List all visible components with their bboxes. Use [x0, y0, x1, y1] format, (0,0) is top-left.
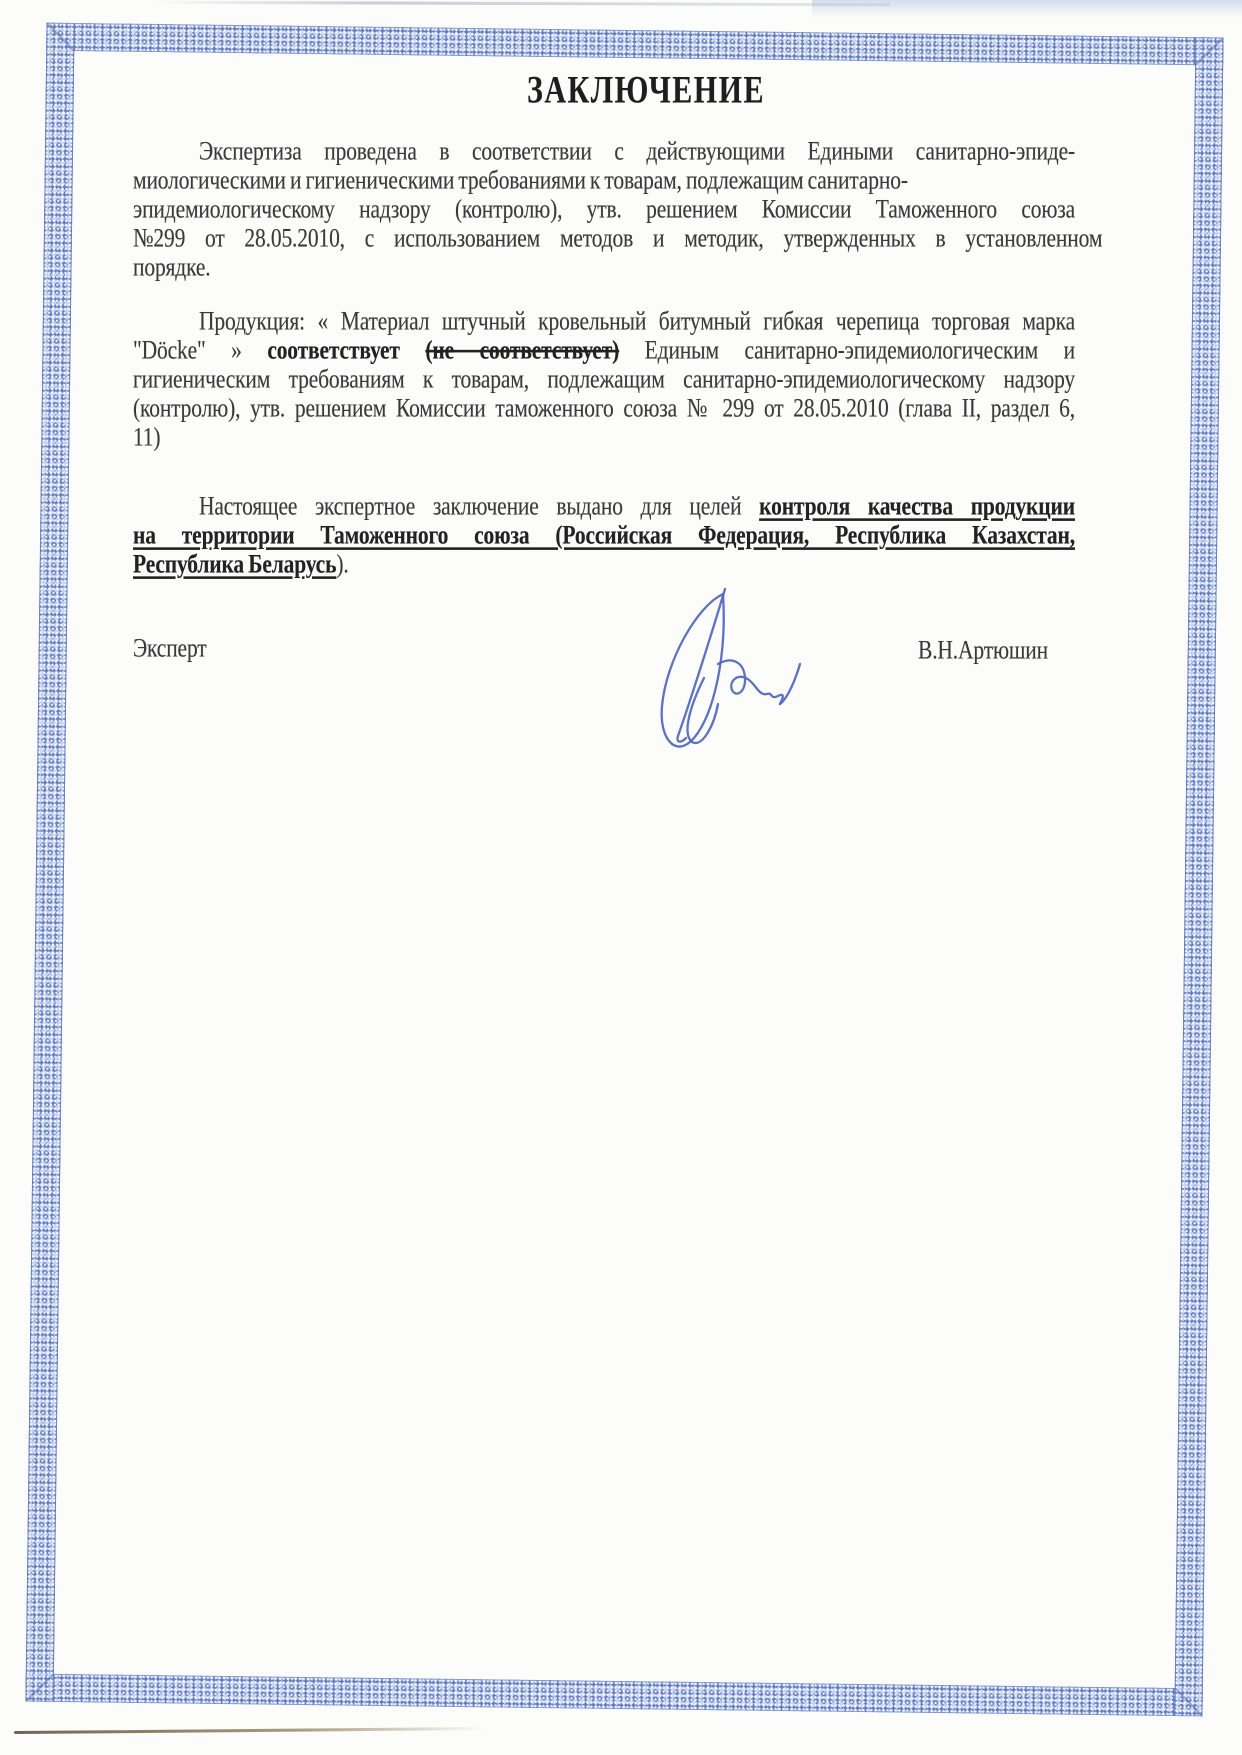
expert-name: В.Н.Артюшин [918, 634, 1048, 665]
text-line [133, 419, 1075, 455]
bold-text: соответствует [267, 334, 400, 365]
body-text: Продукция: « Материал штучный кровельный битумный гибкая черепица торговая марка [199, 305, 1075, 336]
text-line [133, 546, 1075, 582]
scan-artifact-bottom-line [14, 1727, 486, 1734]
body-text: "Döcke" » [133, 334, 268, 365]
border-band-right [1174, 37, 1223, 1716]
border-band-bottom [25, 1674, 1202, 1717]
border-corner-miter [46, 23, 74, 51]
border-corner-miter [1174, 1688, 1202, 1716]
border-corner-miter [1195, 37, 1223, 65]
body-text: ). [336, 548, 349, 579]
body-text: эпидемиологическому надзору (контролю), утв. решением Комиссии Таможенного союза [133, 193, 1075, 224]
body-text: Экспертиза проведена в соответствии с действующими Едиными санитарно-эпиде- [199, 135, 1075, 166]
underlined-text: на территории Таможенного союза (Российская Федерация, Республика Казахстан, [133, 519, 1075, 550]
body-text [400, 335, 426, 365]
border-band-top [46, 23, 1223, 66]
handwritten-signature [652, 586, 807, 764]
signature-stroke [662, 594, 724, 747]
underlined-text: контроля качества продукции [759, 490, 1075, 521]
body-text: (контролю), утв. решением Комиссии таможенного союза № 299 от 28.05.2010 (глава II, раздел 6, [133, 392, 1075, 423]
body-text: миологическими и гигиеническими требованиями к товарам, подлежащим санитарно- [133, 164, 908, 195]
body-text: №299 от 28.05.2010, с использованием методов и методик, утвержденных в установленном [133, 222, 1103, 253]
underlined-text: Республика Беларусь [133, 548, 337, 579]
body-text: 11) [133, 421, 161, 452]
document-title: ЗАКЛЮЧЕНИЕ [527, 68, 765, 112]
body-text: Единым санитарно-эпидемиологическим и [619, 334, 1075, 365]
paragraph-product [133, 307, 1075, 452]
paragraph-expertise [133, 135, 1103, 282]
expert-label: Эксперт [133, 632, 207, 663]
signature-stroke [718, 660, 783, 704]
border-band-left [25, 23, 74, 1702]
body-text: гигиеническим требованиям к товарам, подлежащим санитарно-эпидемиологическому надзору [133, 363, 1075, 394]
text-line [133, 249, 1075, 285]
scan-artifact-top-line [150, 1, 890, 7]
paragraph-purpose [133, 492, 1075, 579]
scan-artifact-top-right-smear [812, 0, 1242, 18]
signature-stroke [688, 678, 718, 743]
struckthrough-text: (не соответствует) [425, 334, 620, 365]
border-corner-miter [25, 1674, 53, 1702]
body-text: Настоящее экспертное заключение выдано для целей [199, 490, 760, 521]
body-text: порядке. [133, 251, 211, 282]
